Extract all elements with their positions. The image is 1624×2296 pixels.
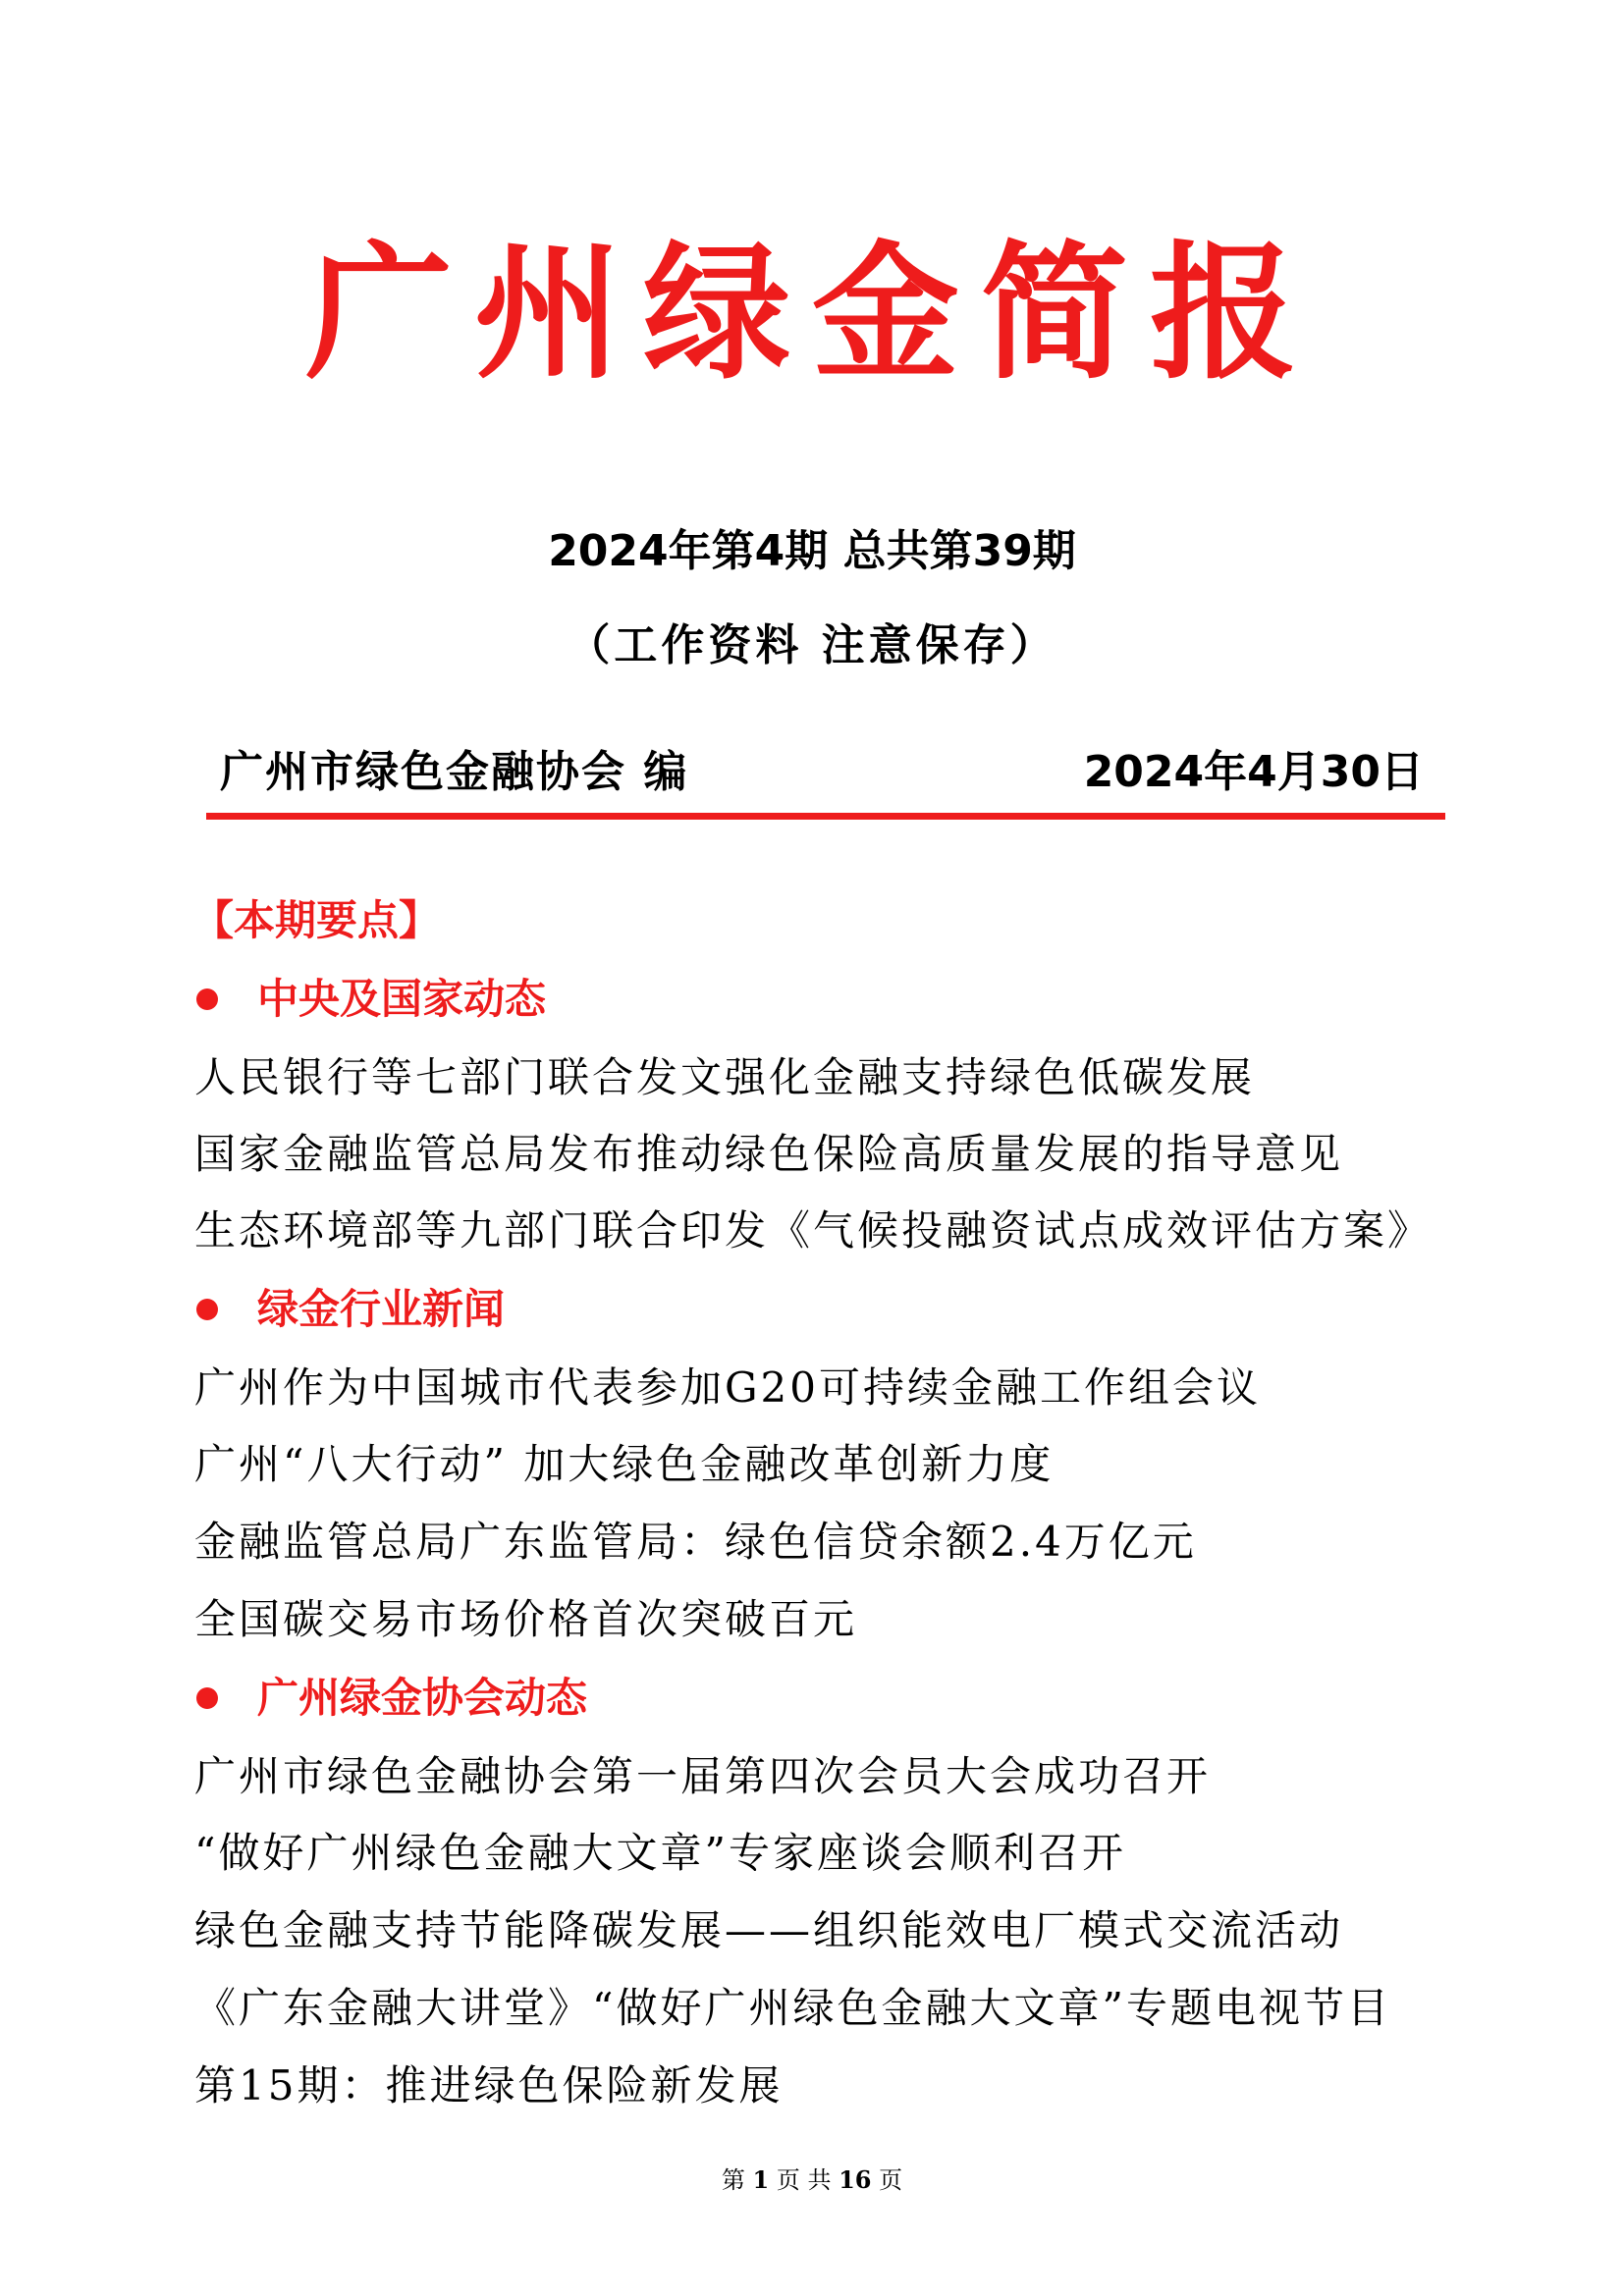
list-item: “做好广州绿色金融大文章”专家座谈会顺利召开 (194, 1829, 1126, 1877)
publish-date: 2024年4月30日 (1083, 747, 1424, 797)
issue-number: 2024年第4期 总共第39期 (548, 526, 1076, 576)
list-item: 广州“八大行动” 加大绿色金融改革创新力度 (194, 1440, 1055, 1488)
page-footer (0, 2165, 1624, 2195)
footer-middle: 页 共 (776, 2166, 832, 2194)
section-heading-national (196, 972, 546, 1027)
list-item: 全国碳交易市场价格首次突破百元 (194, 1595, 858, 1643)
editor-date-line (206, 738, 1445, 807)
list-item: 人民银行等七部门联合发文强化金融支持绿色低碳发展 (194, 1053, 1256, 1101)
page-number: 1 (752, 2165, 770, 2194)
list-item: 金融监管总局广东监管局：绿色信贷余额2.4万亿元 (194, 1518, 1197, 1566)
footer-suffix: 页 (879, 2166, 903, 2194)
list-item: 绿色金融支持节能降碳发展——组织能效电厂模式交流活动 (194, 1906, 1344, 1954)
list-item: 第15期：推进绿色保险新发展 (194, 2061, 784, 2109)
masthead-title: 广州绿金简报 (304, 229, 1319, 400)
issue-note: （工作资料 注意保存） (567, 620, 1057, 670)
page-total: 16 (839, 2165, 872, 2194)
list-item: 生态环境部等九部门联合印发《气候投融资试点成效评估方案》 (194, 1206, 1433, 1255)
bullet-icon (196, 1299, 218, 1320)
section-heading-label: 绿金行业新闻 (257, 1285, 506, 1333)
footer-prefix: 第 (721, 2166, 745, 2194)
header-divider (206, 813, 1445, 820)
list-item: 国家金融监管总局发布推动绿色保险高质量发展的指导意见 (194, 1130, 1344, 1178)
section-heading-label: 中央及国家动态 (257, 975, 547, 1023)
list-item: 《广东金融大讲堂》“做好广州绿色金融大文章”专题电视节目 (194, 1984, 1391, 2032)
section-heading-association (196, 1671, 587, 1726)
section-heading-industry (196, 1282, 505, 1337)
highlights-title: 【本期要点】 (192, 896, 441, 944)
section-heading-label: 广州绿金协会动态 (257, 1674, 588, 1722)
editor-label: 广州市绿色金融协会 编 (220, 747, 689, 797)
list-item: 广州作为中国城市代表参加G20可持续金融工作组会议 (194, 1363, 1261, 1412)
list-item: 广州市绿色金融协会第一届第四次会员大会成功召开 (194, 1752, 1212, 1800)
bullet-icon (196, 1687, 218, 1709)
bullet-icon (196, 988, 218, 1010)
